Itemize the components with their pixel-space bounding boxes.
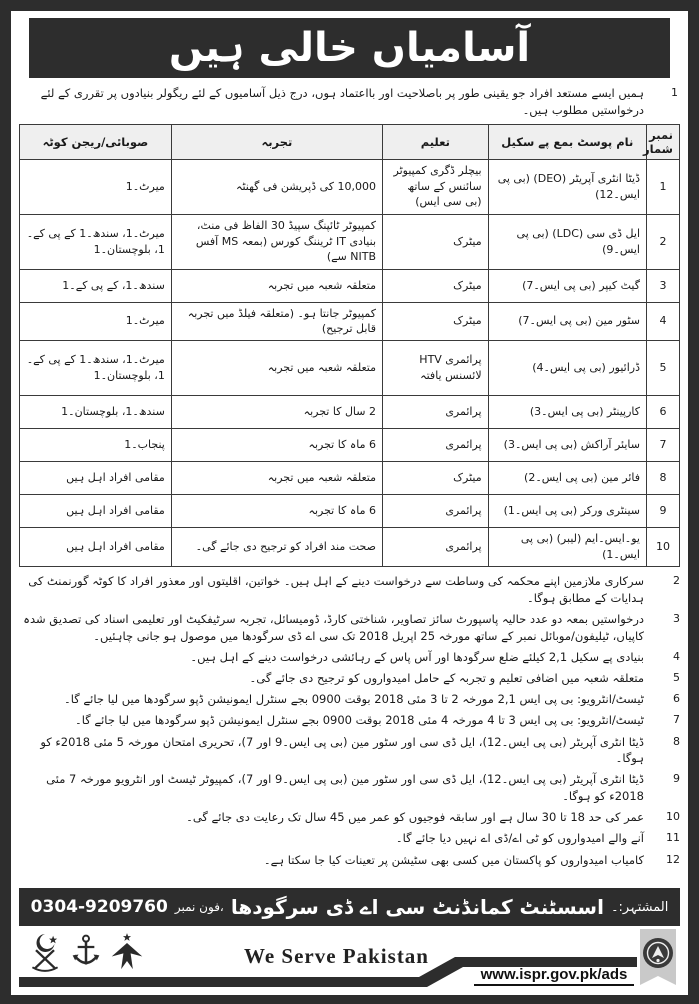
note-number: 10 xyxy=(666,810,680,824)
airforce-eagle-icon xyxy=(109,931,145,973)
table-row xyxy=(20,462,680,495)
note-number: 4 xyxy=(673,649,680,663)
cell-post: سایئر آراکش (بی پی ایس۔3) xyxy=(488,429,646,462)
cell-education: پرائمری xyxy=(383,396,489,429)
note-text: ٹیسٹ/انٹرویو: بی پی ایس 2,1 مورخہ 2 تا 3 مئی 2018 بوقت 0900 بجے سنٹرل ایمونیشن ڈپو سرگودھا میں لیا جائے گا۔ xyxy=(64,692,644,707)
note-number: 6 xyxy=(673,692,680,706)
advertiser-label: المشتہر:۔ xyxy=(610,899,669,915)
cell-serial: 9 xyxy=(647,495,680,528)
cell-quota: سندھ۔1، بلوچستان۔1 xyxy=(20,396,172,429)
slogan-text: We Serve Pakistan xyxy=(244,944,429,968)
note-item xyxy=(19,830,680,847)
note-text: کامیاب امیدواروں کو پاکستان میں کسی بھی سٹیشن پر تعینات کیا جا سکتا ہے۔ xyxy=(263,852,644,867)
note-number: 2 xyxy=(673,574,680,588)
army-crest-icon xyxy=(27,931,63,973)
cell-serial: 4 xyxy=(647,302,680,341)
cell-experience: متعلقہ شعبہ میں تجربہ xyxy=(171,269,382,302)
cell-serial: 5 xyxy=(647,341,680,396)
note-text: عمر کی حد 18 تا 30 سال ہے اور سابقہ فوجیوں کو عمر میں 45 سال تک رعایت دی جائے گی۔ xyxy=(186,810,644,825)
note-item xyxy=(19,573,680,606)
advertiser-bar xyxy=(19,888,680,926)
note-text: ٹیسٹ/انٹرویو: بی پی ایس 3 تا 4 مورخہ 4 مئی 2018 بوقت 0900 بجے سنٹرل ایمونیشن ڈپو سرگودھا میں لیا جائے گا۔ xyxy=(75,713,644,728)
cell-experience: صحت مند افراد کو ترجیح دی جائے گی۔ xyxy=(171,528,382,567)
cell-quota: میرٹ۔1 xyxy=(20,159,172,214)
cell-experience: 6 ماہ کا تجربہ xyxy=(171,429,382,462)
ispr-url: www.ispr.gov.pk/ads xyxy=(474,966,634,986)
cell-quota: سندھ۔1، کے پی کے۔1 xyxy=(20,269,172,302)
cell-education: بیچلر ڈگری کمپیوٹر سائنس کے ساتھ (بی سی ایس) xyxy=(383,159,489,214)
cell-post: یو۔ایس۔ایم (لیبر) (بی پی ایس۔1) xyxy=(488,528,646,567)
note-text: آنے والے امیدواروں کو ٹی اے/ڈی اے نہیں دیا جائے گا۔ xyxy=(395,831,644,846)
cell-post: ڈیٹا انٹری آپریٹر (DEO) (بی پی ایس۔12) xyxy=(488,159,646,214)
note-item xyxy=(19,809,680,826)
intro-number: 1 xyxy=(671,86,678,99)
cell-post: گیٹ کیپر (بی پی ایس۔7) xyxy=(488,269,646,302)
phone-label: ،فون نمبر xyxy=(174,900,224,914)
cell-education: پرائمری xyxy=(383,495,489,528)
ispr-crest-icon xyxy=(636,929,680,993)
note-number: 8 xyxy=(673,734,680,748)
note-number: 12 xyxy=(666,852,680,866)
cell-post: ایل ڈی سی (LDC) (بی پی ایس۔9) xyxy=(488,214,646,269)
cell-experience: 2 سال کا تجربہ xyxy=(171,396,382,429)
table-row xyxy=(20,269,680,302)
navy-anchor-icon xyxy=(71,931,101,973)
note-item xyxy=(19,611,680,644)
cell-post: سٹور مین (بی پی ایس۔7) xyxy=(488,302,646,341)
cell-experience: کمپیوٹر ٹائپنگ سپیڈ 30 الفاظ فی منٹ، بنیادی IT ٹریننگ کورس (بمعہ MS آفس NITB سے) xyxy=(171,214,382,269)
note-text: درخواستیں بمعہ دو عدد حالیہ پاسپورٹ سائز تصاویر، شناختی کارڈ، ڈومیسائل، تجربہ سرٹیفکیٹ اور تعلیمی اسناد کی تصدیق شدہ کاپیاں، ٹیلیفون/موبائل نمبر کے ساتھ مورخہ 25 اپریل 2018 تک سی اے ڈی سرگودھا میں موصول ہو جانی چاہئیں۔ xyxy=(23,612,644,643)
ad-inner xyxy=(11,11,688,995)
cell-education: میٹرک xyxy=(383,269,489,302)
cell-quota: مقامی افراد اہل ہیں xyxy=(20,462,172,495)
advertiser-name: اسسٹنٹ کمانڈنٹ سی اے ڈی سرگودھا xyxy=(230,895,604,919)
cell-education: میٹرک xyxy=(383,214,489,269)
table-row xyxy=(20,302,680,341)
notes-list xyxy=(19,573,680,884)
cell-post: کارپینٹر (بی پی ایس۔3) xyxy=(488,396,646,429)
intro-text: ہمیں ایسے مستعد افراد جو یقینی طور پر باصلاحیت اور بااعتماد ہوں، درج ذیل آسامیوں کے لئے ریگولر بنیادوں پر تقرری کے لئے درخواستیں مطلوب ہیں۔ xyxy=(40,86,644,118)
col-header-post: نام پوسٹ بمع پے سکیل xyxy=(488,124,646,159)
cell-serial: 6 xyxy=(647,396,680,429)
cell-quota: مقامی افراد اہل ہیں xyxy=(20,495,172,528)
note-text: ڈیٹا انٹری آپریٹر (بی پی ایس۔12)، ایل ڈی سی اور سٹور مین (بی پی ایس۔9 اور 7)، کمپیوٹر ٹیسٹ اور انٹرویو مورخہ 7 مئی 2018ء کو ہوگا۔ xyxy=(46,772,644,804)
cell-post: فائر مین (بی پی ایس۔2) xyxy=(488,462,646,495)
cell-experience: متعلقہ شعبہ میں تجربہ xyxy=(171,462,382,495)
cell-experience: کمپیوٹر جانتا ہو۔ (متعلقہ فیلڈ میں تجربہ قابل ترجیح) xyxy=(171,302,382,341)
cell-experience: متعلقہ شعبہ میں تجربہ xyxy=(171,341,382,396)
cell-serial: 7 xyxy=(647,429,680,462)
note-item xyxy=(19,734,680,767)
table-header-row xyxy=(20,124,680,159)
col-header-education: تعلیم xyxy=(383,124,489,159)
table-row xyxy=(20,214,680,269)
col-header-experience: تجربہ xyxy=(171,124,382,159)
cell-post: سینٹری ورکر (بی پی ایس۔1) xyxy=(488,495,646,528)
note-item xyxy=(19,691,680,708)
table-row xyxy=(20,528,680,567)
cell-quota: پنجاب۔1 xyxy=(20,429,172,462)
note-item xyxy=(19,712,680,729)
col-header-serial: نمبر شمار xyxy=(647,124,680,159)
note-number: 7 xyxy=(673,713,680,727)
note-item xyxy=(19,649,680,666)
cell-experience: 10,000 کی ڈپریشن فی گھنٹہ xyxy=(171,159,382,214)
table-row xyxy=(20,396,680,429)
note-number: 3 xyxy=(673,612,680,626)
cell-serial: 3 xyxy=(647,269,680,302)
cell-education: میٹرک xyxy=(383,302,489,341)
cell-quota: میرٹ۔1، سندھ۔1 کے پی کے۔1، بلوچستان۔1 xyxy=(20,341,172,396)
table-row xyxy=(20,429,680,462)
ad-title-bar xyxy=(29,18,670,78)
note-text: سرکاری ملازمین اپنے محکمہ کی وساطت سے درخواست دینے کے اہل ہیں۔ خواتین، اقلیتوں اور معذور افراد کا کوٹہ گورنمنٹ کی ہدایات کے مطابق ہوگا۔ xyxy=(28,574,644,605)
note-number: 9 xyxy=(673,772,680,786)
cell-serial: 1 xyxy=(647,159,680,214)
note-text: بنیادی پے سکیل 2,1 کیلئے ضلع سرگودھا اور آس پاس کے رہائشی درخواست دینے کے اہل ہیں۔ xyxy=(190,649,644,664)
cell-post: ڈرائیور (بی پی ایس۔4) xyxy=(488,341,646,396)
table-row xyxy=(20,341,680,396)
armed-forces-logos xyxy=(27,931,145,973)
vacancies-table xyxy=(19,124,680,568)
note-number: 11 xyxy=(666,831,680,845)
note-item xyxy=(19,852,680,869)
ad-title: آسامیاں خالی ہیں xyxy=(168,25,531,71)
note-item xyxy=(19,771,680,804)
cell-experience: 6 ماہ کا تجربہ xyxy=(171,495,382,528)
note-item xyxy=(19,670,680,687)
note-text: ڈیٹا انٹری آپریٹر (بی پی ایس۔12)، ایل ڈی سی اور سٹور مین (بی پی ایس۔9 اور 7)، تحریری امتحان مورخہ 5 مئی 2018ء کو ہوگا۔ xyxy=(40,734,644,766)
cell-quota: میرٹ۔1 xyxy=(20,302,172,341)
table-row xyxy=(20,159,680,214)
note-text: متعلقہ شعبہ میں اضافی تعلیم و تجربہ کے حامل امیدواروں کو ترجیح دی جائے گی۔ xyxy=(249,671,644,686)
intro-paragraph xyxy=(19,82,680,124)
table-row xyxy=(20,495,680,528)
col-header-quota: صوبائی/ریجن کوٹہ xyxy=(20,124,172,159)
cell-education: پرائمری xyxy=(383,429,489,462)
phone-number: 0304-9209760 xyxy=(30,897,168,917)
cell-education: میٹرک xyxy=(383,462,489,495)
ispr-strip xyxy=(19,929,680,991)
cell-serial: 10 xyxy=(647,528,680,567)
cell-education: پرائمری xyxy=(383,528,489,567)
cell-serial: 2 xyxy=(647,214,680,269)
cell-education: پرائمری HTV لائسنس یافتہ xyxy=(383,341,489,396)
cell-serial: 8 xyxy=(647,462,680,495)
note-number: 5 xyxy=(673,671,680,685)
cell-quota: مقامی افراد اہل ہیں xyxy=(20,528,172,567)
cell-quota: میرٹ۔1، سندھ۔1 کے پی کے۔1، بلوچستان۔1 xyxy=(20,214,172,269)
